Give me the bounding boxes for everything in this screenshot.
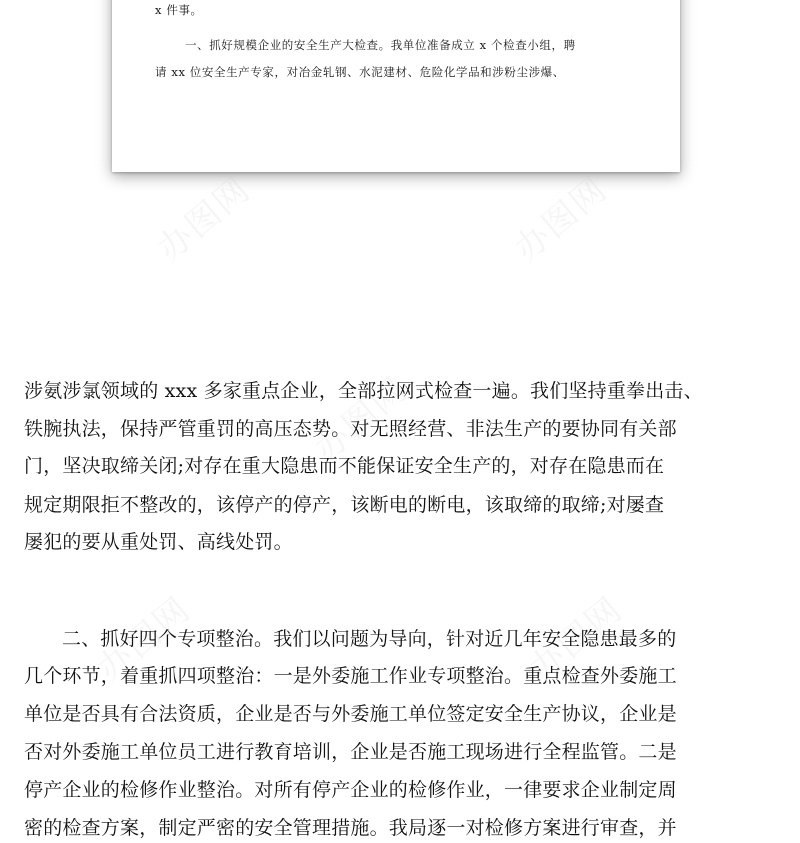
body-text-line: 密的检查方案，制定严密的安全管理措施。我局逐一对检修方案进行审查，并: [24, 817, 677, 839]
watermark: 办图网: [90, 589, 199, 690]
body-text-line: 停产企业的检修作业整治。对所有停产企业的检修作业，一律要求企业制定周: [24, 779, 677, 801]
watermark: 办图网: [150, 169, 259, 270]
watermark: 办图网: [522, 589, 631, 690]
preview-line: x 件事。: [155, 3, 203, 17]
body-text-line: 铁腕执法，保持严管重罚的高压态势。对无照经营、非法生产的要协同有关部: [24, 418, 677, 440]
body-text-line: 门，坚决取缔关闭;对存在重大隐患而不能保证安全生产的，对存在隐患而在: [24, 455, 665, 477]
preview-line: 请 xx 位安全生产专家，对冶金轧钢、水泥建材、危险化学品和涉粉尘涉爆、: [155, 65, 565, 79]
body-text-line: 否对外委施工单位员工进行教育培训，企业是否施工现场进行全程监管。二是: [24, 741, 677, 763]
body-text-line: 几个环节，着重抓四项整治：一是外委施工作业专项整治。重点检查外委施工: [24, 665, 677, 687]
document-preview-card: [112, 0, 680, 172]
body-text-line: 规定期限拒不整改的，该停产的停产，该断电的断电，该取缔的取缔;对屡查: [24, 494, 665, 516]
watermark: 办图网: [507, 169, 616, 270]
body-text-line: 涉氨涉氯领域的 xxx 多家重点企业，全部拉网式检查一遍。我们坚持重拳出击、: [24, 380, 703, 402]
body-text-line: 屡犯的要从重处罚、高线处罚。: [24, 531, 293, 553]
paragraph-start-line: 二、抓好四个专项整治。我们以问题为导向，针对近几年安全隐患最多的: [62, 628, 677, 650]
preview-line: 一、抓好规模企业的安全生产大检查。我单位准备成立 x 个检查小组，聘: [185, 38, 576, 52]
body-text-line: 单位是否具有合法资质，企业是否与外委施工单位签定安全生产协议，企业是: [24, 703, 677, 725]
watermark: 办图网: [307, 369, 416, 470]
